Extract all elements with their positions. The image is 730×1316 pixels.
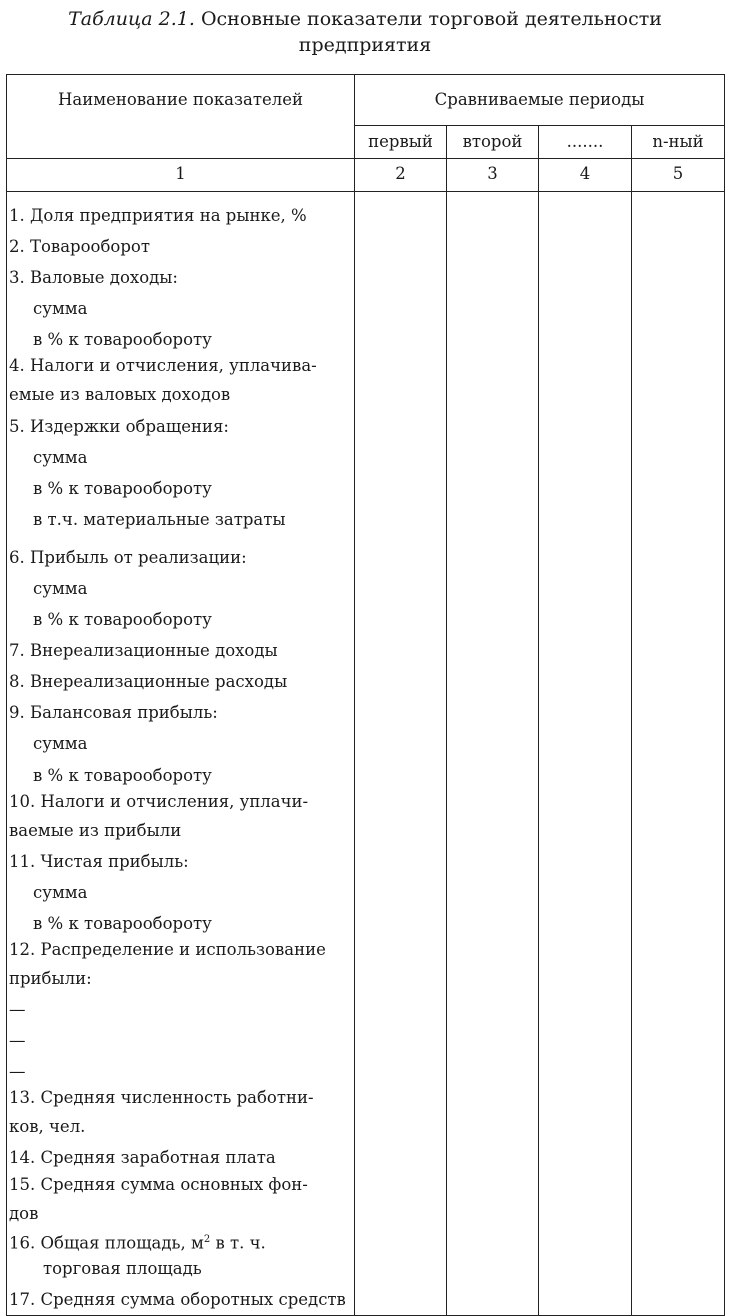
row-label: 11. Чистая прибыль: (9, 851, 189, 871)
row-label: 9. Балансовая прибыль: (9, 703, 218, 723)
row-label: сумма (33, 299, 88, 319)
row-label: в % к товарообороту (33, 610, 212, 630)
row-label: 13. Средняя численность работни- (9, 1088, 314, 1108)
row-label: 3. Валовые доходы: (9, 268, 178, 288)
row-label: в % к товарообороту (33, 478, 212, 498)
row-label: — (9, 1031, 26, 1051)
period-3-values (539, 192, 632, 1316)
indicator-names-cell (7, 192, 355, 1316)
row-label: — (9, 1062, 26, 1082)
row-label: 10. Налоги и отчисления, уплачи- (9, 791, 309, 811)
row-label: в % к товарообороту (33, 330, 212, 350)
row-label: дов (9, 1203, 39, 1223)
col-number-3: 3 (447, 159, 539, 192)
row-label: ков, чел. (9, 1117, 86, 1137)
row-label: 6. Прибыль от реализации: (9, 547, 247, 567)
table-caption (0, 6, 730, 58)
row-label: 8. Внереализационные расходы (9, 672, 288, 692)
row-label: ваемые из прибыли (9, 820, 182, 840)
row-label: 4. Налоги и отчисления, уплачива- (9, 356, 317, 376)
caption-text-line2: предприятия (298, 34, 432, 56)
indicators-table (6, 74, 725, 1316)
row-label: емые из валовых доходов (9, 385, 231, 405)
col-number-1: 1 (7, 159, 355, 192)
row-label: торговая площадь (43, 1258, 202, 1278)
header-period-2: второй (447, 126, 539, 159)
caption-label: Таблица 2.1. (68, 8, 195, 30)
col-number-4: 4 (539, 159, 632, 192)
row-label: сумма (33, 734, 88, 754)
row-label: прибыли: (9, 968, 92, 988)
row-label: 17. Средняя сумма оборотных средств (9, 1289, 346, 1309)
col-number-2: 2 (355, 159, 447, 192)
row-label: сумма (33, 578, 88, 598)
row-label: 7. Внереализационные доходы (9, 641, 278, 661)
header-indicator: Наименование показателей (7, 75, 355, 159)
row-label: сумма (33, 882, 88, 902)
row-label: 12. Распределение и использование (9, 939, 326, 959)
row-label: 16. Общая площадь, $м^2$ в т. ч. (9, 1233, 266, 1253)
period-n-values (632, 192, 725, 1316)
row-label: сумма (33, 447, 88, 467)
caption-text: Основные показатели торговой деятельности (200, 8, 662, 30)
row-label: в % к товарообороту (33, 913, 212, 933)
header-periods: Сравниваемые периоды (355, 75, 725, 126)
row-label: в т.ч. материальные затраты (33, 509, 286, 529)
period-1-values (355, 192, 447, 1316)
header-period-3: ....... (539, 126, 632, 159)
row-label: 1. Доля предприятия на рынке, % (9, 206, 307, 225)
header-period-n: n-ный (632, 126, 725, 159)
row-label: 2. Товарооборот (9, 237, 150, 257)
header-period-1: первый (355, 126, 447, 159)
row-label: 14. Средняя заработная плата (9, 1148, 276, 1168)
col-number-5: 5 (632, 159, 725, 192)
row-label: 15. Средняя сумма основных фон- (9, 1174, 308, 1194)
row-label: — (9, 1000, 26, 1020)
row-label: в % к товарообороту (33, 765, 212, 785)
row-label: 5. Издержки обращения: (9, 416, 229, 436)
period-2-values (447, 192, 539, 1316)
